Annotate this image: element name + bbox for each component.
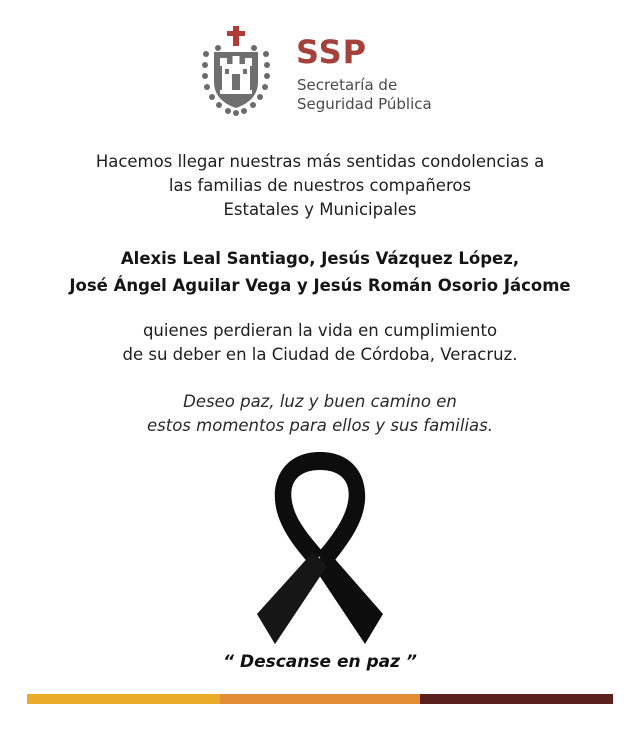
state-shield-emblem-icon [198, 24, 274, 120]
mission-line-2: de su deber en la Ciudad de Córdoba, Veracruz. [122, 345, 518, 364]
names-line-2: José Ángel Aguilar Vega y Jesús Román Osorio Jácome [69, 276, 571, 295]
mourning-ribbon-icon [247, 448, 393, 648]
footer-bar-maroon [420, 694, 613, 704]
intro-line-2: las familias de nuestros compañeros [168, 176, 472, 195]
wish-line-2: estos momentos para ellos y sus familias. [147, 416, 493, 435]
logo-acronym: SSP [296, 33, 368, 71]
logo-name-line-1: Secretaría de [297, 76, 398, 94]
logo-name-line-2: Seguridad Pública [297, 95, 432, 113]
intro-line-3: Estatales y Municipales [223, 200, 417, 219]
names-line-1: Alexis Leal Santiago, Jesús Vázquez López, [120, 249, 520, 268]
logo-agency-name [297, 76, 432, 114]
footer-bar-gold [27, 694, 220, 704]
fallen-names [20, 245, 620, 299]
footer-bar-orange [220, 694, 420, 704]
intro-paragraph [20, 150, 620, 222]
mission-line-1: quienes perdieran la vida en cumplimiento [142, 321, 498, 340]
intro-line-1: Hacemos llegar nuestras más sentidas condolencias a [95, 152, 545, 171]
wish-paragraph [20, 390, 620, 438]
rest-in-peace-text: “ Descanse en paz ” [223, 652, 417, 672]
wish-line-1: Deseo paz, luz y buen camino en [183, 392, 457, 411]
duty-paragraph [20, 319, 620, 367]
